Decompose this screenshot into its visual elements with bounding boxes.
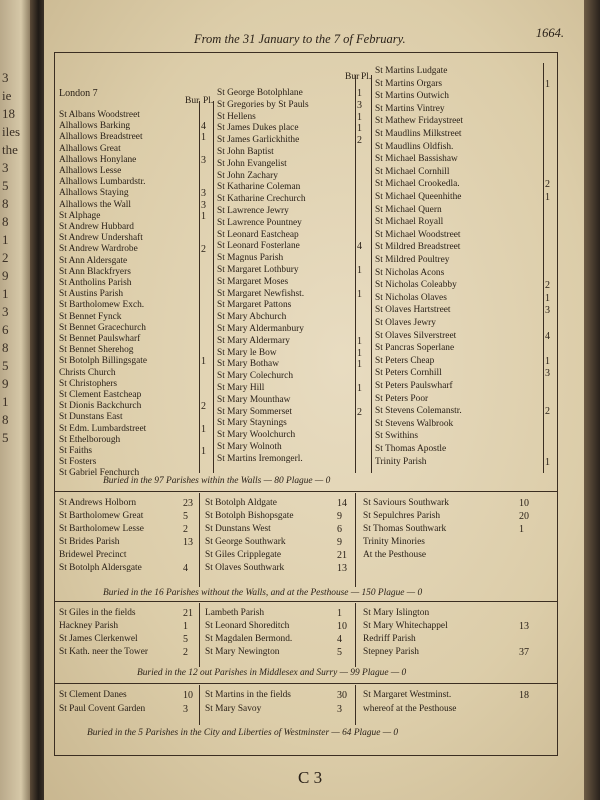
parish-name: St Margaret Newfishst.	[217, 288, 305, 299]
parish-name: Alhallows the Wall	[59, 199, 131, 210]
parish-name: St Nicholas Olaves	[375, 292, 447, 303]
parish-name: St Magdalen Bermond.	[205, 634, 293, 644]
section-divider	[55, 601, 557, 602]
burial-count: 3	[337, 704, 342, 715]
parish-name: St Mary Staynings	[217, 418, 287, 429]
burial-count: 30	[337, 690, 347, 701]
burial-count: 3	[545, 368, 550, 380]
burial-count: 1	[545, 355, 550, 367]
burial-count: 1	[357, 383, 362, 394]
rule	[355, 493, 356, 587]
burial-count: 1	[357, 359, 362, 371]
parish-name: St Peters Paulswharf	[375, 381, 453, 391]
burial-count: 2	[183, 647, 188, 658]
parish-name: St Mary Wolnoth	[217, 442, 282, 452]
burial-count: 2	[357, 135, 362, 147]
parish-name: St James Clerkenwel	[59, 634, 138, 644]
burial-count: 13	[519, 621, 529, 632]
burial-count: 1	[545, 456, 550, 468]
parish-name: St Michael Royall	[375, 217, 444, 228]
parish-name: St Saviours Southwark	[363, 498, 449, 508]
parish-name: St Stevens Colemanstr.	[375, 406, 462, 417]
parish-name: St Dionis Backchurch	[59, 401, 142, 412]
burial-count: 1	[201, 132, 206, 144]
parish-name: St Christophers	[59, 378, 118, 389]
parish-name: St Peters Poor	[375, 393, 429, 404]
summary-without-walls: Buried in the 16 Parishes without the Walls, and at the Pesthouse — 150 Plague — 0	[103, 588, 423, 598]
parish-name: St Margaret Pattons	[217, 300, 292, 311]
burial-count: 10	[183, 690, 193, 701]
section-divider	[55, 491, 557, 492]
parish-name: St George Southwark	[205, 537, 286, 547]
burial-count: 9	[337, 511, 342, 522]
burial-count: 10	[337, 621, 347, 632]
london-label: London 7	[59, 88, 98, 99]
parish-name: St Mary Woolchurch	[217, 430, 296, 441]
bill-of-mortality-page	[44, 0, 584, 800]
parish-name: St Edm. Lumbardstreet	[59, 423, 147, 434]
rule	[371, 75, 372, 473]
parish-name: St Hellens	[217, 111, 256, 122]
parish-name: St Ethelborough	[59, 434, 121, 445]
burial-count: 1	[357, 111, 362, 123]
parish-name: St Martins Orgars	[375, 78, 443, 89]
parish-name: St Ann Blackfryers	[59, 266, 131, 277]
parish-name: Hackney Parish	[59, 621, 119, 631]
parish-name: St Margaret Westminst.	[363, 690, 452, 700]
parish-name: St Maudlins Milkstreet	[375, 129, 462, 139]
burial-count: 1	[357, 88, 362, 99]
parish-name: St Michael Crookedla.	[375, 179, 460, 190]
parish-name: St Magnus Parish	[217, 253, 284, 264]
facing-page-fragment: 3	[2, 160, 9, 175]
parish-name: Alhallows Honylane	[59, 154, 137, 165]
burial-count: 13	[183, 537, 193, 548]
facing-page-fragment: 1	[2, 286, 9, 301]
parish-name: St Sepulchres Parish	[363, 511, 441, 521]
burial-count: 3	[201, 154, 206, 166]
parish-name: St Mary Aldermary	[217, 335, 290, 346]
burial-count: 2	[545, 179, 550, 191]
parish-name: St Leonard Eastcheap	[217, 229, 299, 240]
parish-name: St Michael Queenhithe	[375, 192, 462, 202]
parish-name: St Mathew Fridaystreet	[375, 116, 464, 127]
parish-name: Bridewel Precinct	[59, 550, 127, 560]
burial-count: 3	[545, 305, 550, 317]
facing-page-fragment: 8	[2, 214, 9, 229]
page-title: From the 31 January to the 7 of February.	[194, 32, 406, 46]
parish-name: St John Zachary	[217, 170, 278, 181]
burial-count: 13	[337, 563, 347, 574]
parish-name: St Bartholomew Exch.	[59, 300, 145, 311]
parish-name: At the Pesthouse	[363, 550, 427, 560]
parish-name: St Dunstans West	[205, 524, 271, 534]
facing-page-fragment: 9	[2, 268, 9, 283]
parish-name: St Stevens Walbrook	[375, 418, 454, 429]
parish-name: Trinity Parish	[375, 456, 427, 467]
parish-name: St Michael Woodstreet	[375, 229, 461, 240]
burial-count: 9	[337, 537, 342, 548]
burial-count: 3	[183, 704, 188, 715]
facing-page-fragment: 5	[2, 430, 9, 445]
burial-count: 20	[519, 511, 529, 522]
parish-name: St John Evangelist	[217, 158, 287, 169]
mortality-table	[54, 52, 558, 756]
parish-name: St Faiths	[59, 446, 93, 456]
burial-count: 21	[337, 550, 347, 561]
burial-count: 4	[201, 121, 206, 133]
burial-count: 5	[183, 511, 188, 522]
parish-name: St Martins Iremongerl.	[217, 453, 303, 464]
parish-name: Alhallows Great	[59, 143, 121, 154]
parish-name: Trinity Minories	[363, 537, 425, 547]
facing-page-fragment: 3	[2, 304, 9, 319]
parish-name: St Margaret Moses	[217, 276, 289, 287]
book-edge	[584, 0, 600, 800]
summary-out-parishes: Buried in the 12 out Parishes in Middlesex and Surry — 99 Plague — 0	[137, 668, 407, 678]
section-divider	[55, 683, 557, 684]
facing-page-fragment: 8	[2, 340, 9, 355]
parish-name: St Pancras Soperlane	[375, 343, 455, 354]
facing-page-fragment: 1	[2, 232, 9, 247]
parish-name: St Kath. neer the Tower	[59, 647, 148, 657]
parish-name: St Bennet Fynck	[59, 311, 122, 322]
parish-name: St Brides Parish	[59, 537, 120, 547]
parish-name: St Martins Vintrey	[375, 103, 445, 114]
parish-name: St Clement Eastcheap	[59, 390, 142, 400]
parish-name: St Mary Aldermanbury	[217, 324, 304, 334]
rule	[213, 101, 214, 473]
summary-within-walls: Buried in the 97 Parishes within the Walls — 80 Plague — 0	[103, 476, 331, 486]
burial-count: 1	[357, 288, 362, 300]
burial-count: 37	[519, 647, 529, 658]
parish-name: St Gregories by St Pauls	[217, 99, 309, 110]
facing-page-fragment: 8	[2, 196, 9, 211]
facing-page-fragment: iles	[2, 124, 21, 139]
parish-name: St George Botolphlane	[217, 88, 303, 98]
burial-count: 2	[357, 406, 362, 418]
burial-count: 1	[201, 356, 206, 368]
rule	[355, 685, 356, 725]
parish-name: St Olaves Southwark	[205, 563, 285, 573]
facing-page-fragment: 18	[2, 106, 15, 121]
parish-name: St Katharine Coleman	[217, 182, 301, 193]
signature-mark: C 3	[298, 768, 323, 787]
parish-name: St Botolph Bishopsgate	[205, 511, 294, 521]
parish-name: St Bennet Paulswharf	[59, 334, 141, 344]
parish-name: St Mary Islington	[363, 608, 430, 618]
parish-name: St Bennet Sherehog	[59, 345, 134, 356]
parish-name: St Margaret Lothbury	[217, 265, 299, 275]
parish-name: St Mary Mounthaw	[217, 394, 291, 405]
parish-name: Alhallows Staying	[59, 188, 129, 199]
book-gutter	[30, 0, 44, 800]
facing-page-fragment: 9	[2, 376, 9, 391]
parish-name: St Martins Outwich	[375, 91, 449, 102]
parish-name: St Fosters	[59, 457, 97, 468]
facing-page-fragment: 2	[2, 250, 9, 265]
parish-name: St Mildred Breadstreet	[375, 242, 461, 253]
parish-name: St Leonard Fosterlane	[217, 241, 300, 252]
parish-name: St James Garlickhithe	[217, 135, 300, 146]
col2-pl-header: Pl.	[361, 72, 372, 82]
parish-name: whereof at the Pesthouse	[363, 704, 457, 714]
burial-count: 2	[545, 280, 550, 292]
parish-name: St Mary Whitechappel	[363, 621, 448, 631]
parish-name: St Dunstans East	[59, 412, 123, 423]
col2-bur-header: Bur	[345, 72, 360, 82]
burial-count: 1	[357, 335, 362, 347]
burial-count: 1	[201, 210, 206, 222]
parish-name: Alhallows Lesse	[59, 166, 122, 176]
parish-name: St Mary Hill	[217, 383, 265, 393]
rule	[199, 101, 200, 473]
burial-count: 3	[201, 188, 206, 200]
parish-name: St Botolph Aldersgate	[59, 563, 142, 573]
parish-name: Lambeth Parish	[205, 608, 265, 618]
parish-name: St Martins Ludgate	[375, 66, 448, 76]
burial-count: 4	[183, 563, 188, 574]
parish-name: St Olaves Hartstreet	[375, 305, 451, 316]
parish-name: St Albans Woodstreet	[59, 110, 140, 120]
parish-name: St Lawrence Jewry	[217, 206, 289, 216]
parish-name: St Alphage	[59, 210, 101, 221]
parish-name: St Maudlins Oldfish.	[375, 141, 454, 152]
parish-name: St Bartholomew Great	[59, 511, 144, 521]
parish-name: St Thomas Apostle	[375, 444, 447, 454]
facing-page-fragment: ie	[2, 88, 12, 103]
burial-count: 1	[519, 524, 524, 535]
parish-name: St Mary Colechurch	[217, 371, 294, 382]
parish-name: St Andrews Holborn	[59, 498, 137, 508]
parish-name: St Martins in the fields	[205, 690, 291, 700]
burial-count: 2	[545, 406, 550, 418]
parish-name: St James Dukes place	[217, 123, 299, 134]
parish-name: Redriff Parish	[363, 634, 416, 644]
burial-count: 18	[519, 690, 529, 701]
burial-count: 1	[201, 446, 206, 457]
burial-count: 2	[201, 401, 206, 413]
page-year: 1664.	[535, 26, 564, 40]
burial-count: 4	[357, 241, 362, 253]
burial-count: 6	[337, 524, 342, 535]
burial-count: 5	[337, 647, 342, 658]
parish-name: St Giles Cripplegate	[205, 550, 282, 560]
burial-count: 1	[545, 192, 550, 203]
parish-name: St Mary Bothaw	[217, 359, 279, 370]
burial-count: 1	[201, 423, 206, 435]
parish-name: St Antholins Parish	[59, 278, 132, 288]
facing-page-fragment: 6	[2, 322, 9, 337]
parish-name: St Michael Quern	[375, 204, 442, 215]
parish-name: St Austins Parish	[59, 289, 124, 300]
parish-name: St Clement Danes	[59, 690, 127, 700]
parish-name: St Giles in the fields	[59, 608, 136, 618]
burial-count: 1	[357, 123, 362, 135]
burial-count: 1	[357, 347, 362, 359]
facing-page-fragment: 8	[2, 412, 9, 427]
parish-name: St Nicholas Coleabby	[375, 280, 457, 291]
burial-count: 5	[183, 634, 188, 645]
parish-name: St Ann Aldersgate	[59, 255, 128, 266]
parish-name: St Gabriel Fenchurch	[59, 468, 140, 479]
burial-count: 4	[545, 330, 550, 342]
rule	[543, 63, 544, 473]
col1-bur-header: Bur	[185, 96, 200, 106]
parish-name: St Nicholas Acons	[375, 267, 445, 278]
parish-name: St Peters Cheap	[375, 355, 435, 366]
parish-name: St Mildred Poultrey	[375, 255, 450, 265]
burial-count: 1	[357, 265, 362, 276]
parish-name: St Michael Cornhill	[375, 166, 450, 177]
facing-page-fragment: 3	[2, 70, 9, 85]
rule	[199, 493, 200, 587]
page-header	[64, 26, 570, 46]
parish-name: St Michael Bassishaw	[375, 154, 458, 165]
parish-name: St John Baptist	[217, 147, 274, 157]
parish-name: St Bennet Gracechurch	[59, 322, 146, 333]
parish-name: St Olaves Silverstreet	[375, 330, 457, 341]
parish-name: Christs Church	[59, 367, 116, 378]
parish-name: Alhallows Lumbardstr.	[59, 177, 146, 188]
parish-name: St Leonard Shoreditch	[205, 621, 290, 631]
facing-page-fragment: 5	[2, 178, 9, 193]
parish-name: St Thomas Southwark	[363, 524, 447, 534]
burial-count: 1	[545, 78, 550, 90]
burial-count: 2	[201, 244, 206, 256]
facing-page-fragment: 5	[2, 358, 9, 373]
parish-name: St Andrew Hubbard	[59, 222, 134, 232]
parish-name: St Mary Newington	[205, 647, 280, 657]
burial-count: 1	[183, 621, 188, 632]
parish-name: St Botolph Aldgate	[205, 498, 277, 508]
burial-count: 1	[545, 292, 550, 304]
burial-count: 10	[519, 498, 529, 509]
parish-name: St Katharine Crechurch	[217, 194, 306, 205]
burial-count: 3	[357, 99, 362, 111]
burial-count: 14	[337, 498, 347, 509]
facing-page-fragment: the	[2, 142, 18, 157]
parish-name: Alhallows Barking	[59, 121, 131, 132]
burial-count: 21	[183, 608, 193, 619]
parish-name: St Mary Savoy	[205, 704, 262, 714]
burial-count: 23	[183, 498, 193, 509]
parish-name: St Lawrence Pountney	[217, 217, 302, 228]
parish-name: St Olaves Jewry	[375, 318, 436, 328]
facing-page-fragment: 1	[2, 394, 9, 409]
rule	[355, 603, 356, 667]
col1-pl-header: Pl.	[203, 96, 214, 106]
parish-name: St Mary Abchurch	[217, 312, 287, 323]
facing-page-edge	[0, 0, 30, 800]
parish-name: St Mary Sommerset	[217, 406, 292, 417]
parish-name: St Bartholomew Lesse	[59, 524, 144, 534]
rule	[199, 603, 200, 667]
burial-count: 3	[201, 199, 206, 211]
burial-count: 1	[337, 608, 342, 619]
parish-name: St Peters Cornhill	[375, 368, 442, 379]
rule	[199, 685, 200, 725]
burial-count: 2	[183, 524, 188, 535]
summary-westminster: Buried in the 5 Parishes in the City and Liberties of Westminster — 64 Plague — 0	[87, 728, 399, 738]
parish-name: St Andrew Wardrobe	[59, 244, 138, 255]
parish-name: St Andrew Undershaft	[59, 233, 143, 244]
rule	[355, 75, 356, 473]
parish-name: St Mary le Bow	[217, 347, 277, 358]
parish-name: Stepney Parish	[363, 647, 419, 657]
burial-count: 4	[337, 634, 342, 645]
parish-name: St Swithins	[375, 431, 418, 442]
parish-name: Alhallows Breadstreet	[59, 132, 143, 143]
parish-name: St Paul Covent Garden	[59, 704, 146, 714]
parish-name: St Botolph Billingsgate	[59, 356, 148, 367]
